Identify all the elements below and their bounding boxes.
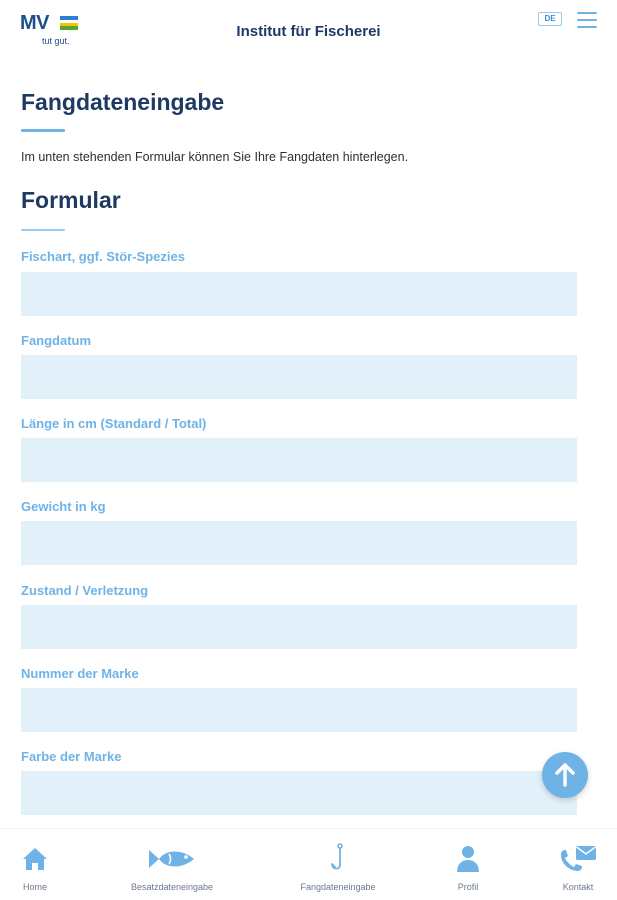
fishhook-icon [329,843,347,873]
tag-number-label: Nummer der Marke [21,666,139,681]
nav-item-profil[interactable] [438,829,498,900]
fish-icon [147,847,199,871]
nav-item-fangdateneingabe[interactable] [283,829,393,900]
weight-input[interactable] [21,521,577,565]
form-title: Formular [21,187,121,213]
catch-date-input[interactable] [21,355,577,399]
catch-date-label: Fangdatum [21,333,92,348]
arrow-up-icon [542,752,588,798]
nav-label-kontakt: Kontakt [562,882,594,892]
user-icon [456,845,480,873]
intro-text: Im unten stehenden Formular können Sie Ihre Fangdaten hinterlegen. [21,150,409,164]
length-input[interactable] [21,438,577,482]
nav-label-home: Home [22,882,47,892]
title-underline [21,129,65,132]
scroll-to-top-button[interactable] [542,752,588,798]
phone-mail-icon [558,845,598,873]
nav-label-besatzdateneingabe: Besatzdateneingabe [130,882,214,892]
fish-species-input[interactable] [21,272,577,316]
tag-color-input[interactable] [21,771,577,815]
tag-color-label: Farbe der Marke [21,749,122,764]
logo-subtext: tut gut. [42,36,70,46]
nav-item-besatzdateneingabe[interactable] [117,829,227,900]
home-icon [22,847,48,871]
page-title: Fangdateneingabe [21,89,225,115]
nav-item-kontakt[interactable] [548,829,608,900]
condition-label: Zustand / Verletzung [21,583,149,598]
form-title-underline [21,229,65,231]
tag-number-input[interactable] [21,688,577,732]
nav-label-profil: Profil [457,882,479,892]
nav-item-home[interactable] [5,829,65,900]
condition-input[interactable] [21,605,577,649]
app-title: Institut für Fischerei [236,23,381,40]
length-label: Länge in cm (Standard / Total) [21,416,207,431]
nav-label-fangdateneingabe: Fangdateneingabe [300,882,376,892]
logo-text: MV [20,12,49,34]
weight-label: Gewicht in kg [21,499,106,514]
language-switcher[interactable]: DE [538,12,562,26]
hamburger-menu-icon[interactable] [577,12,597,29]
bottom-navigation [0,828,617,900]
fish-species-label: Fischart, ggf. Stör-Spezies [21,249,185,264]
app-header [0,0,617,62]
